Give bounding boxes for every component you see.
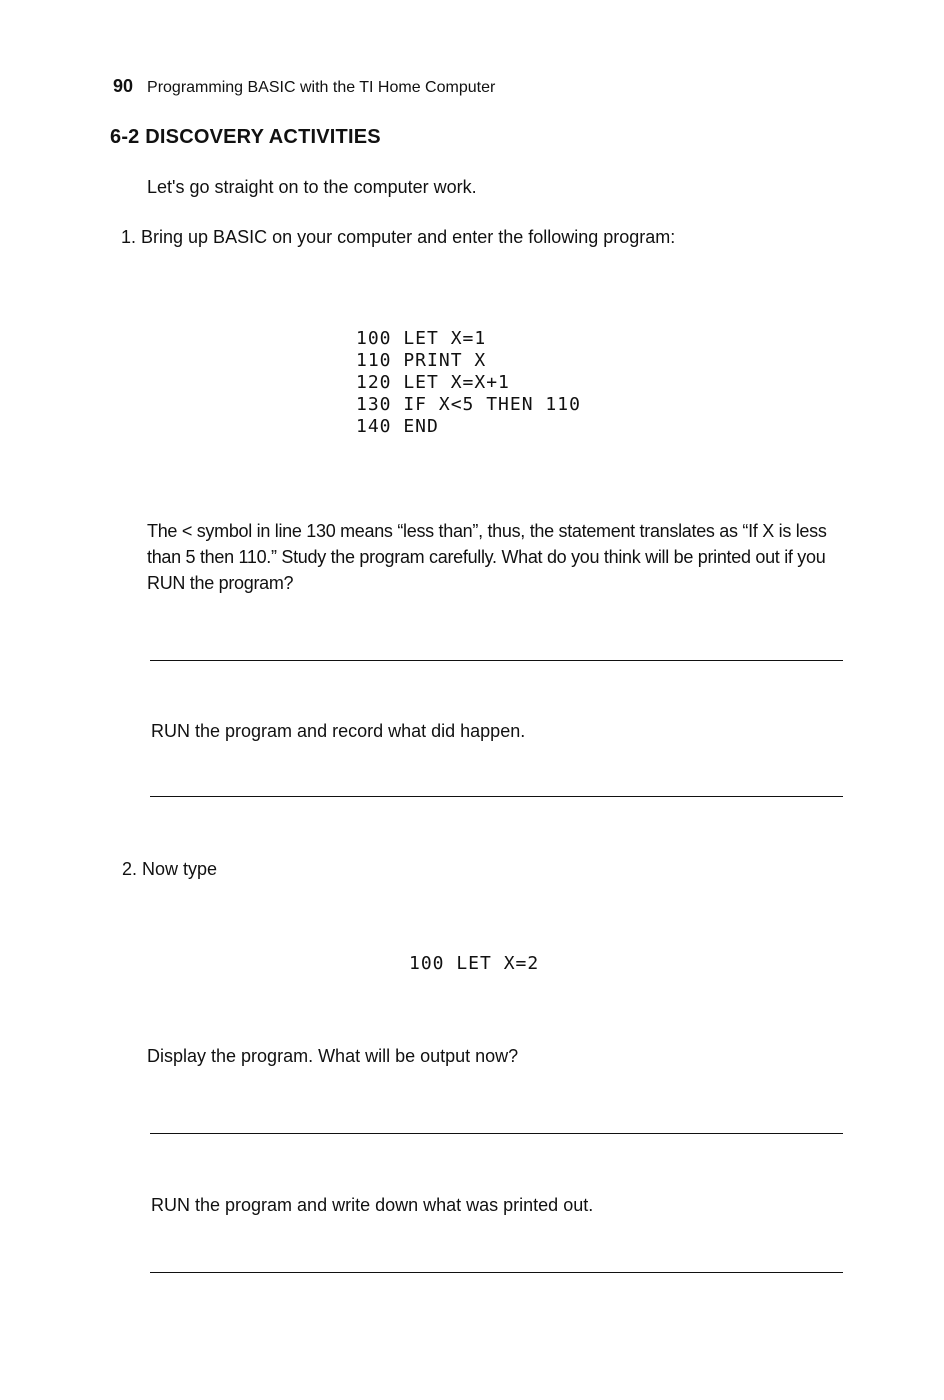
- intro-paragraph: Let's go straight on to the computer work.: [147, 177, 477, 197]
- code-line: 130 IF X<5 THEN 110: [356, 394, 581, 415]
- answer-line[interactable]: [150, 1133, 843, 1134]
- run-prompt-2: RUN the program and write down what was printed out.: [151, 1195, 594, 1215]
- code-line: 100 LET X=1: [356, 328, 487, 349]
- running-head: [113, 76, 495, 97]
- code-line: 140 END: [356, 416, 439, 437]
- run-prompt-1: RUN the program and record what did happen.: [151, 721, 526, 741]
- activity-1-instruction: 1. Bring up BASIC on your computer and enter the following program:: [121, 227, 676, 247]
- section-title: 6-2 DISCOVERY ACTIVITIES: [110, 126, 381, 148]
- code-line: 110 PRINT X: [356, 350, 487, 371]
- answer-line[interactable]: [150, 1272, 843, 1273]
- code-line: 120 LET X=X+1: [356, 372, 510, 393]
- answer-line[interactable]: [150, 660, 843, 661]
- code-line: 100 LET X=2: [409, 953, 540, 974]
- activity-2-instruction: 2. Now type: [122, 859, 218, 879]
- book-title: Programming BASIC with the TI Home Computer: [147, 79, 496, 96]
- answer-line[interactable]: [150, 796, 843, 797]
- display-prompt: Display the program. What will be output now?: [147, 1046, 519, 1066]
- page-number: 90: [113, 76, 134, 96]
- explanation-paragraph: The < symbol in line 130 means “less than”, thus, the statement translates as “If X is less than 5 then 110.” Study the program carefully. What do you think will be printed out if you RUN the program?: [147, 521, 827, 593]
- program-listing: [356, 328, 581, 438]
